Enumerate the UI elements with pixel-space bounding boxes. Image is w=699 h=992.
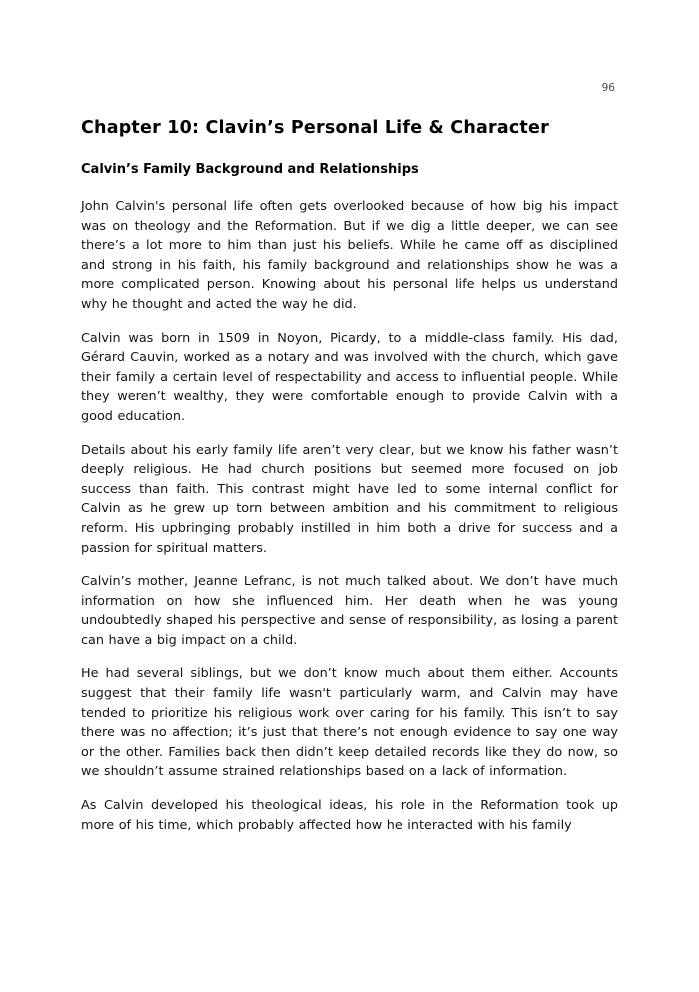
- body-text: [81, 197, 618, 835]
- paragraph: Details about his early family life aren’t very clear, but we know his father wasn’t deeply religious. He had church positions but seemed more focused on job success than faith. This contrast might have led to some internal conflict for Calvin as he grew up torn between ambition and his commitment to religious reform. His upbringing probably instilled in him both a drive for success and a passion for spiritual matters.: [81, 442, 618, 556]
- paragraph: John Calvin's personal life often gets overlooked because of how big his impact was on theology and the Reformation. But if we dig a little deeper, we can see there’s a lot more to him than just his beliefs. While he came off as disciplined and strong in his faith, his family background and relationships show he was a more complicated person. Knowing about his personal life helps us understand why he thought and acted the way he did.: [81, 199, 618, 312]
- chapter-title: Chapter 10: Clavin’s Personal Life & Character: [81, 118, 549, 138]
- paragraph: He had several siblings, but we don’t know much about them either. Accounts suggest that their family life wasn't particularly warm, and Calvin may have tended to prioritize his religious work over caring for his family. This isn’t to say there was no affection; it’s just that there’s not enough evidence to say one way or the other. Families back then didn’t keep detailed records like they do now, so we shouldn’t assume strained relationships based on a lack of information.: [81, 666, 618, 780]
- paragraph: Calvin’s mother, Jeanne Lefranc, is not much talked about. We don’t have much information on how she influenced him. Her death when he was young undoubtedly shaped his perspective and sense of responsibility, as losing a parent can have a big impact on a child.: [81, 574, 618, 648]
- paragraph: Calvin was born in 1509 in Noyon, Picardy, to a middle-class family. His dad, Gérard Cauvin, worked as a notary and was involved with the church, which gave their family a certain level of respectability and access to influential people. While they weren’t wealthy, they were comfortable enough to provide Calvin with a good education.: [81, 330, 618, 424]
- page-number: 96: [601, 82, 615, 94]
- paragraph: As Calvin developed his theological ideas, his role in the Reformation took up more of his time, which probably affected how he interacted with his family: [81, 798, 618, 833]
- section-heading: Calvin’s Family Background and Relationships: [81, 162, 419, 177]
